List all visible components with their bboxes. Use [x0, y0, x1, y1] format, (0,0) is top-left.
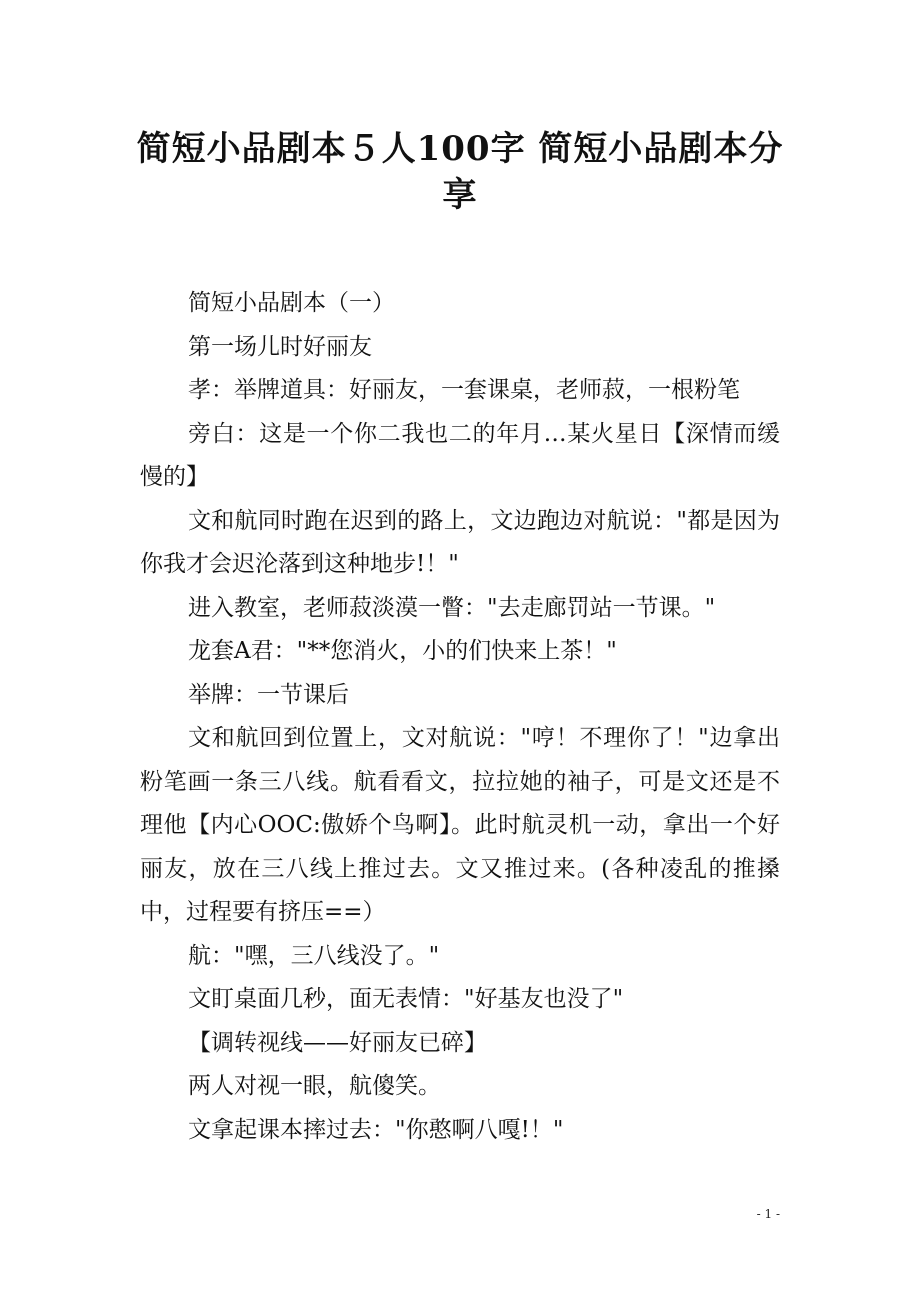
paragraph: 【调转视线——好丽友已碎】: [188, 1029, 487, 1056]
paragraph: 孝：举牌道具：好丽友，一套课桌，老师菽，一根粉笔: [188, 377, 740, 403]
document-body: [140, 282, 780, 1152]
paragraph: 第一场儿时好丽友: [188, 333, 372, 360]
paragraph: 进入教室，老师菽淡漠一瞥："去走廊罚站一节课。": [188, 594, 716, 621]
paragraph: 两人对视一眼，航傻笑。: [188, 1073, 441, 1099]
paragraph: 旁白：这是一个你二我也二的年月…某火星日【深情而缓慢的】: [140, 420, 780, 490]
paragraph: 航："嘿，三八线没了。": [188, 942, 440, 969]
paragraph: 文拿起课本摔过去："你憨啊八嘎!！": [188, 1116, 564, 1143]
paragraph: 文盯桌面几秒，面无表情："好基友也没了": [188, 986, 624, 1012]
paragraph: 文和航同时跑在迟到的路上，文边跑边对航说："都是因为你我才会迟沦落到这种地步!！": [140, 507, 780, 577]
document-title: 简短小品剧本５人100字 简短小品剧本分享: [136, 129, 784, 215]
paragraph: 举牌：一节课后: [188, 681, 349, 708]
paragraph: 简短小品剧本（一）: [188, 290, 395, 316]
paragraph: 文和航回到位置上，文对航说："哼！不理你了！"边拿出粉笔画一条三八线。航看看文，拉拉她的袖子，可是文还是不理他【内心OOC:傲娇个鸟啊】。此时航灵机一动，拿出一个好丽友，放在三八线上推过去。文又推过来。(各种凌乱的推搡中，过程要有挤压==）: [140, 725, 780, 925]
paragraph: 龙套A君："**您消火，小的们快来上茶！": [188, 638, 617, 664]
page-number: - 1 -: [756, 1207, 780, 1221]
